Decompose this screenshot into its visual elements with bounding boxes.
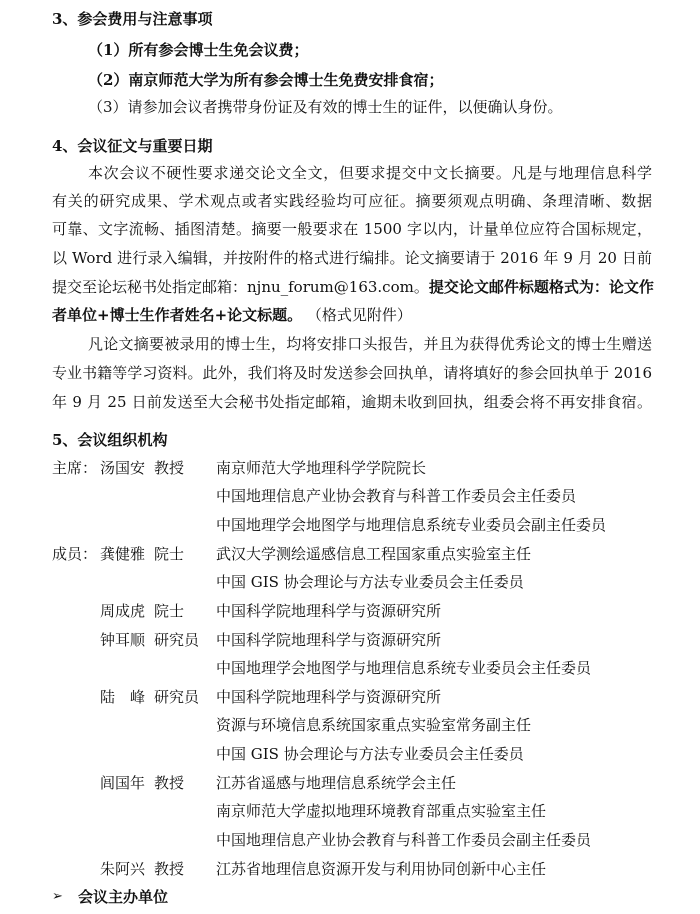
organizer-heading: 会议主办单位 (78, 888, 169, 906)
para1-line-4: 以 Word 进行录入编辑，并按附件的格式进行编排。论文摘要请于 2016 年 9 月 20 日前 (52, 249, 652, 267)
arrow-bullet-icon: ➢ (52, 889, 63, 904)
para1-line-2: 有关的研究成果、学术观点或者实践经验均可应征。摘要须观点明确、条理清晰、数据 (52, 192, 652, 210)
affiliation: 资源与环境信息系统国家重点实验室常务副主任 (216, 716, 532, 734)
fee-item-1: （1）所有参会博士生免会议费； (88, 41, 309, 59)
format-note: （格式见附件） (306, 306, 412, 324)
section4-heading: 4、会议征文与重要日期 (52, 137, 213, 155)
affiliation: 江苏省地理信息资源开发与利用协同创新中心主任 (216, 860, 547, 878)
affiliation: 中国 GIS 协会理论与方法专业委员会主任委员 (216, 573, 524, 591)
affiliation: 中国科学院地理科学与资源研究所 (216, 631, 442, 649)
section3-heading: 3、参会费用与注意事项 (52, 10, 213, 28)
para1-line-5 (52, 277, 652, 297)
para2-line-1: 凡论文摘要被录用的博士生，均将安排口头报告，并且为获得优秀论文的博士生赠送 (88, 335, 652, 353)
person-title: 教授 (154, 459, 185, 477)
person-title: 教授 (154, 860, 185, 878)
affiliation: 武汉大学测绘遥感信息工程国家重点实验室主任 (216, 545, 532, 563)
email-subject-format-end: 者单位+博士生作者姓名+论文标题。 (52, 306, 303, 324)
affiliation: 中国科学院地理科学与资源研究所 (216, 688, 442, 706)
chair-label: 主席： (52, 459, 98, 477)
para1-line-6 (52, 305, 412, 325)
affiliation: 南京师范大学虚拟地理环境教育部重点实验室主任 (216, 802, 547, 820)
person-title: 院士 (154, 602, 185, 620)
person-title: 院士 (154, 545, 185, 563)
para1-line-1: 本次会议不硬性要求递交论文全文，但要求提交中文长摘要。凡是与地理信息科学 (88, 164, 652, 182)
para2-line-2: 专业书籍等学习资料。此外，我们将及时发送参会回执单，请将填好的参会回执单于 2016 (52, 364, 652, 382)
person-name: 龚健雅 (100, 545, 146, 563)
person-title: 教授 (154, 774, 185, 792)
affiliation: 南京师范大学地理科学学院院长 (216, 459, 427, 477)
affiliation: 中国地理学会地图学与地理信息系统专业委员会副主任委员 (216, 516, 607, 534)
members-label: 成员： (52, 545, 98, 563)
submission-email-text: 提交至论坛秘书处指定邮箱：njnu_forum@163.com。 (52, 278, 429, 296)
affiliation: 江苏省遥感与地理信息系统学会主任 (216, 774, 457, 792)
fee-item-2: （2）南京师范大学为所有参会博士生免费安排食宿； (88, 71, 444, 89)
affiliation: 中国 GIS 协会理论与方法专业委员会主任委员 (216, 745, 524, 763)
person-title: 研究员 (154, 688, 200, 706)
person-name: 钟耳顺 (100, 631, 146, 649)
person-name: 汤国安 (100, 459, 146, 477)
person-name: 陆 峰 (100, 688, 146, 706)
person-name: 闾国年 (100, 774, 146, 792)
para2-line-3: 年 9 月 25 日前发送至大会秘书处指定邮箱，逾期未收到回执，组委会将不再安排食宿。 (52, 393, 652, 411)
section5-heading: 5、会议组织机构 (52, 431, 168, 449)
person-title: 研究员 (154, 631, 200, 649)
affiliation: 中国科学院地理科学与资源研究所 (216, 602, 442, 620)
affiliation: 中国地理信息产业协会教育与科普工作委员会副主任委员 (216, 831, 592, 849)
email-subject-format-start: 提交论文邮件标题格式为：论文作 (428, 278, 654, 296)
person-name: 朱阿兴 (100, 860, 146, 878)
affiliation: 中国地理信息产业协会教育与科普工作委员会主任委员 (216, 487, 577, 505)
affiliation: 中国地理学会地图学与地理信息系统专业委员会主任委员 (216, 659, 592, 677)
person-name: 周成虎 (100, 602, 146, 620)
para1-line-3: 可靠、文字流畅、插图清楚。摘要一般要求在 1500 字以内，计量单位应符合国标规定， (52, 220, 652, 238)
fee-item-3: （3）请参加会议者携带身份证及有效的博士生的证件，以便确认身份。 (88, 98, 563, 116)
